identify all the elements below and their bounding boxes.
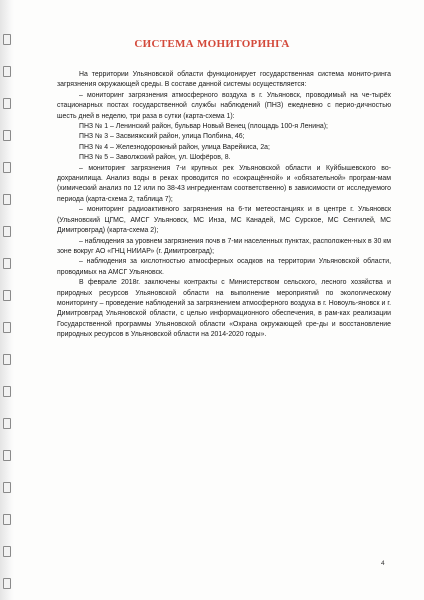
page-number: 4 [381,560,385,567]
station-item: ПНЗ № 5 – Заволжский район, ул. Шофёров, 8. [79,154,231,162]
document-body [57,70,391,341]
binding-hole [3,130,11,141]
binding-hole [3,66,11,77]
intro-paragraph: На территории Ульяновской области функционирует государственная система монито-ринга загрязнения окружающей среды. В составе данной системы осуществляется: [57,71,391,89]
list-item-soil-monitoring: – наблюдения за уровнем загрязнения почв в 7-ми населенных пунктах, расположен-ных в 30 км зоне вокруг АО «ГНЦ НИИАР» (г. Димитровград); [57,237,391,255]
binding-hole [3,578,11,589]
binding-hole [3,290,11,301]
binding-hole [3,98,11,109]
station-item: ПНЗ № 4 – Железнодорожный район, улица Варейкиса, 2а; [79,143,270,151]
binding-edge [0,0,14,600]
list-item-radiation-monitoring: – мониторинг радиоактивного загрязнения на 6-ти метеостанциях и в центре г. Ульяновск (Ульяновский ЦГМС, АМСГ Ульяновск, МС Инза, МС Канадей, МС Сурское, МС Сенгилей, МС Димитровград) (карта-схема 2); [57,206,391,235]
binding-hole [3,482,11,493]
station-item: ПНЗ № 3 – Засвияжский район, улица Полбина, 46; [79,133,245,141]
binding-hole [3,194,11,205]
binding-hole [3,418,11,429]
binding-hole [3,258,11,269]
binding-hole [3,226,11,237]
binding-hole [3,322,11,333]
page-title: СИСТЕМА МОНИТОРИНГА [134,38,290,50]
binding-hole [3,546,11,557]
list-item-river-monitoring: – мониторинг загрязнения 7-и крупных рек Ульяновской области и Куйбышевского во-дохранилища. Анализ воды в реках проводится по «сокращённой» и «обязательной» програм-мам (химический анализ по 12 или по 38-43 ингредиентам соответственно) в зависимости от исследуемого периода (карта-схема 2, таблица 7); [57,164,391,203]
station-item: ПНЗ № 1 – Ленинский район, бульвар Новый Венец (площадь 100-я Ленина); [79,123,328,131]
binding-hole [3,450,11,461]
contracts-paragraph: В феврале 2018г. заключены контракты с Министерством сельского, лесного хозяйства и природных ресурсов Ульяновской области на выполнение мероприятий по экологическому мониторингу – проведение наблюдений за загрязнением атмосферного воздуха в г. Новоуль-яновск и г. Димитровград Ульяновской области, с целью информационного обеспечения, в рам-ках реализации Государственной программы Ульяновской области «Охрана окружающей сре-ды и восстановление природных ресурсов в Ульяновской области на 2014-2020 годы». [57,279,391,339]
binding-hole [3,354,11,365]
binding-hole [3,514,11,525]
binding-hole [3,162,11,173]
list-item-air-monitoring: – мониторинг загрязнения атмосферного воздуха в г. Ульяновск, проводимый на че-тырёх стационарных постах государственной службы наблюдений (ПНЗ) ежедневно с перио-дичностью шесть дней в неделю, три раза в сутки (карта-схема 1): [57,91,391,120]
list-item-precipitation-monitoring: – наблюдения за кислотностью атмосферных осадков на территории Ульяновской области, проводимых на АМСГ Ульяновск. [57,258,391,276]
binding-hole [3,386,11,397]
